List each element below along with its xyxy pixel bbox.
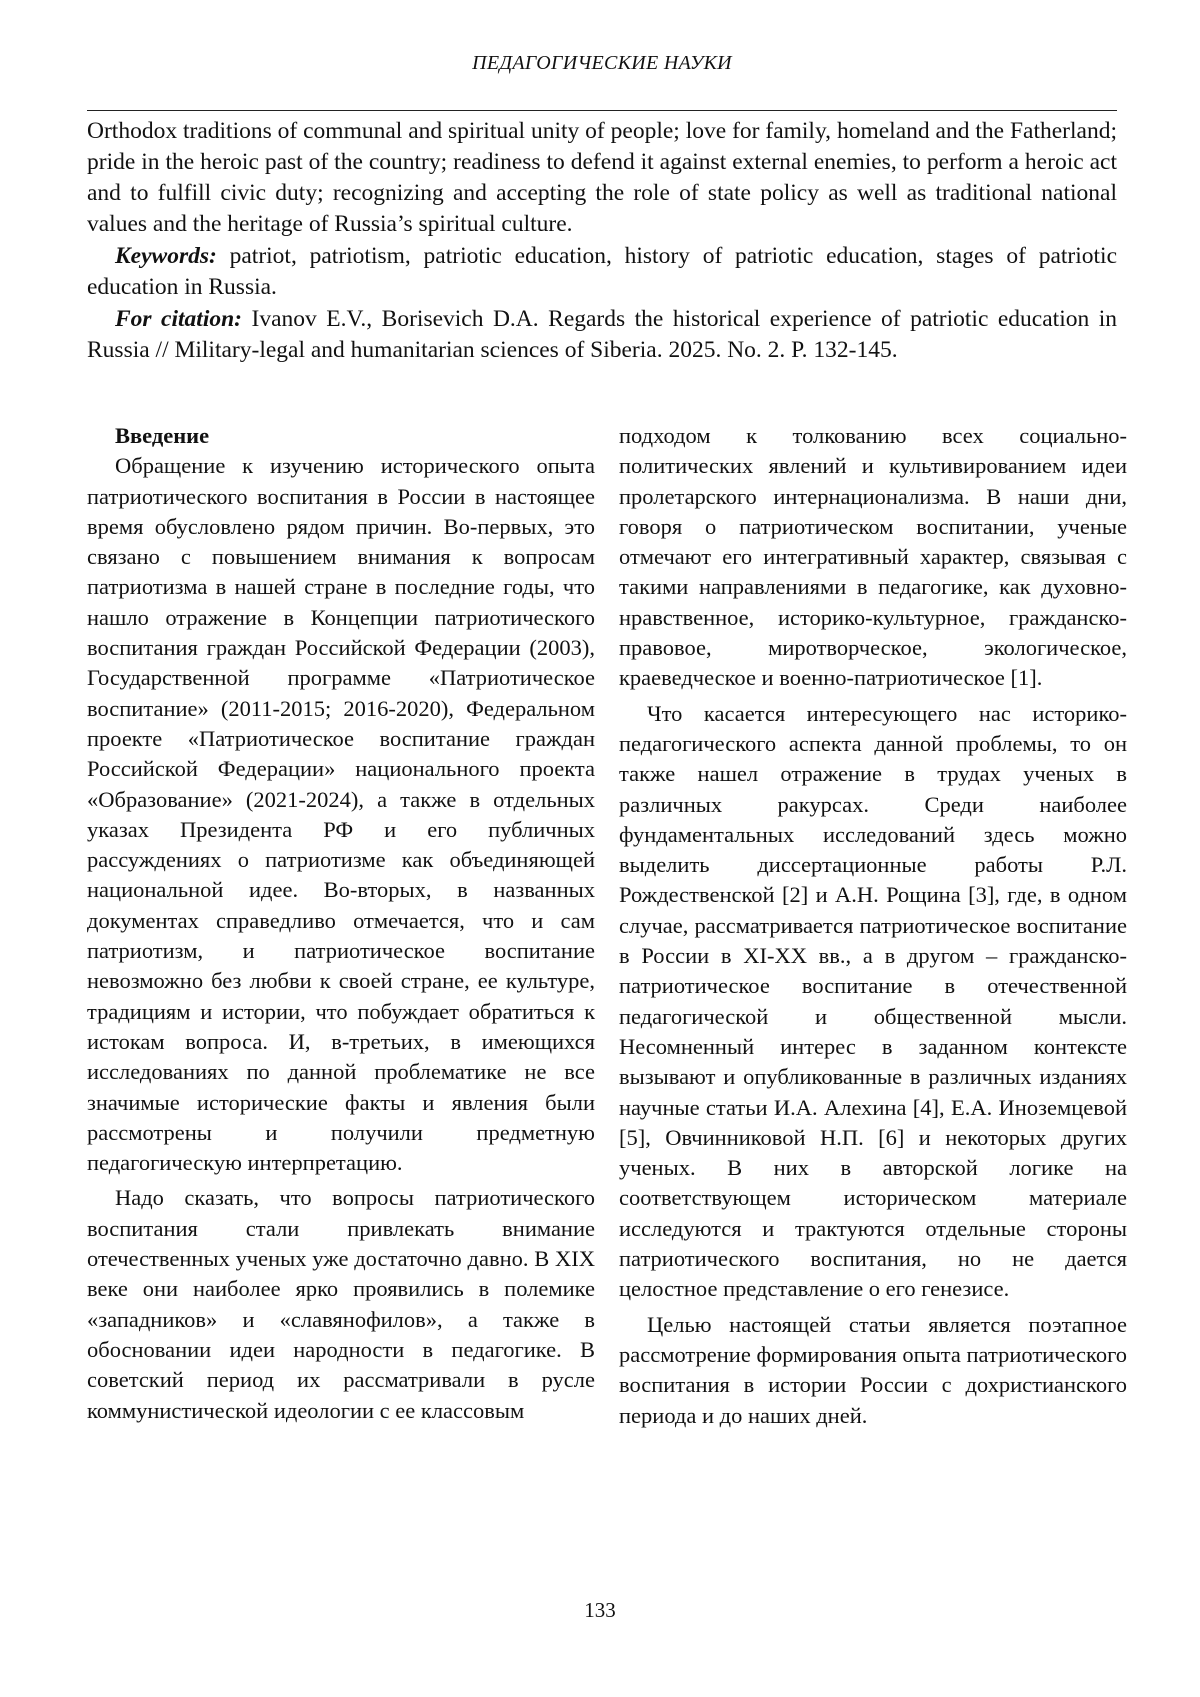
running-title: ПЕДАГОГИЧЕСКИЕ НАУКИ [472,52,732,74]
abstract-text: Orthodox traditions of communal and spiritual unity of people; love for family, homeland and the Fatherland; pride in the heroic past of the country; readiness to defend it against external enemies, to perform a heroic act and to fulfill civic duty; recognizing and accepting the role of state policy as well as traditional national values and the heritage of Russia’s spiritual culture. [87,118,1117,237]
paragraph: Что касается интересующего нас историко-педагогического аспекта данной проблемы, то он также нашел отражение в трудах ученых в различных ракурсах. Среди наиболее фундаментальных исследований здесь можно выделить диссертационные работы Р.Л. Рождественской [2] и А.Н. Рощина [3], где, в одном случае, рассматривается патриотическое воспитание в России в XI-XX вв., а в другом – гражданско-патриотическое воспитание в отечественной педагогической и общественной мысли. Несомненный интерес в заданном контексте вызывают и опубликованные в различных изданиях научные статьи И.А. Алехина [4], Е.А. Иноземцевой [5], Овчинниковой Н.П. [6] и некоторых других ученых. В них в авторской логике на соответствующем историческом материале исследуются и трактуются отдельные стороны патриотического воспитания, но не дается целостное представление о его генезисе. [619,700,1127,1302]
keywords-text: patriot, patriotism, patriotic education, history of patriotic education, stages of patriotic education in Russia. [87,243,1117,300]
paragraph: подходом к толкованию всех социально-политических явлений и культивированием идеи пролетарского интернационализма. В наши дни, говоря о патриотическом воспитании, ученые отмечают его интегративный характер, связывая с такими направлениями в педагогике, как духовно-нравственное, историко-культурное, гражданско-правовое, миротворческое, экологическое, краеведческое и военно-патриотическое [1]. [619,423,1127,691]
abstract-block [87,116,1117,367]
intro-heading: Введение [115,423,210,448]
citation-text: Ivanov E.V., Borisevich D.A. Regards the historical experience of patriotic education in Russia // Military-legal and humanitarian sciences of Siberia. 2025. No. 2. P. 132-145. [87,306,1117,363]
citation-label: For citation: [115,306,243,332]
header-rule [87,110,1117,111]
paragraph: Обращение к изучению исторического опыта патриотического воспитания в России в настоящее время обусловлено рядом причин. Во-первых, это связано с повышением внимания к вопросам патриотизма в нашей стране в последние годы, что нашло отражение в Концепции патриотического воспитания граждан Российской Федерации (2003), Государственной программе «Патриотическое воспитание» (2011-2015; 2016-2020), Федеральном проекте «Патриотическое воспитание граждан Российской Федерации» национального проекта «Образование» (2021-2024), а также в отдельных указах Президента РФ и его публичных рассуждениях о патриотизме как объединяющей национальной идее. Во-вторых, в названных документах справедливо отмечается, что и сам патриотизм, и патриотическое воспитание невозможно без любви к своей стране, ее культуре, традициям и истории, что побуждает обратиться к истокам вопроса. И, в-третьих, в имеющихся исследованиях по данной проблематике не все значимые исторические факты и явления были рассмотрены и получили предметную педагогическую интерпретацию. [87,453,595,1176]
page-number: 133 [584,1598,616,1622]
paragraph: Надо сказать, что вопросы патриотического воспитания стали привлекать внимание отечественных ученых уже достаточно давно. В XIX веке они наиболее ярко проявились в полемике «западников» и «славянофилов», а также в обосновании идеи народности в педагогике. В советский период их рассматривали в русле коммунистической идеологии с ее классовым [87,1185,595,1423]
left-column [87,421,595,1431]
paragraph: Целью настоящей статьи является поэтапное рассмотрение формирования опыта патриотического воспитания в истории России с дохристианского периода и до наших дней. [619,1311,1127,1428]
citation [87,304,1117,366]
right-column [619,421,1127,1436]
keywords [87,241,1117,303]
keywords-label: Keywords: [115,243,217,269]
